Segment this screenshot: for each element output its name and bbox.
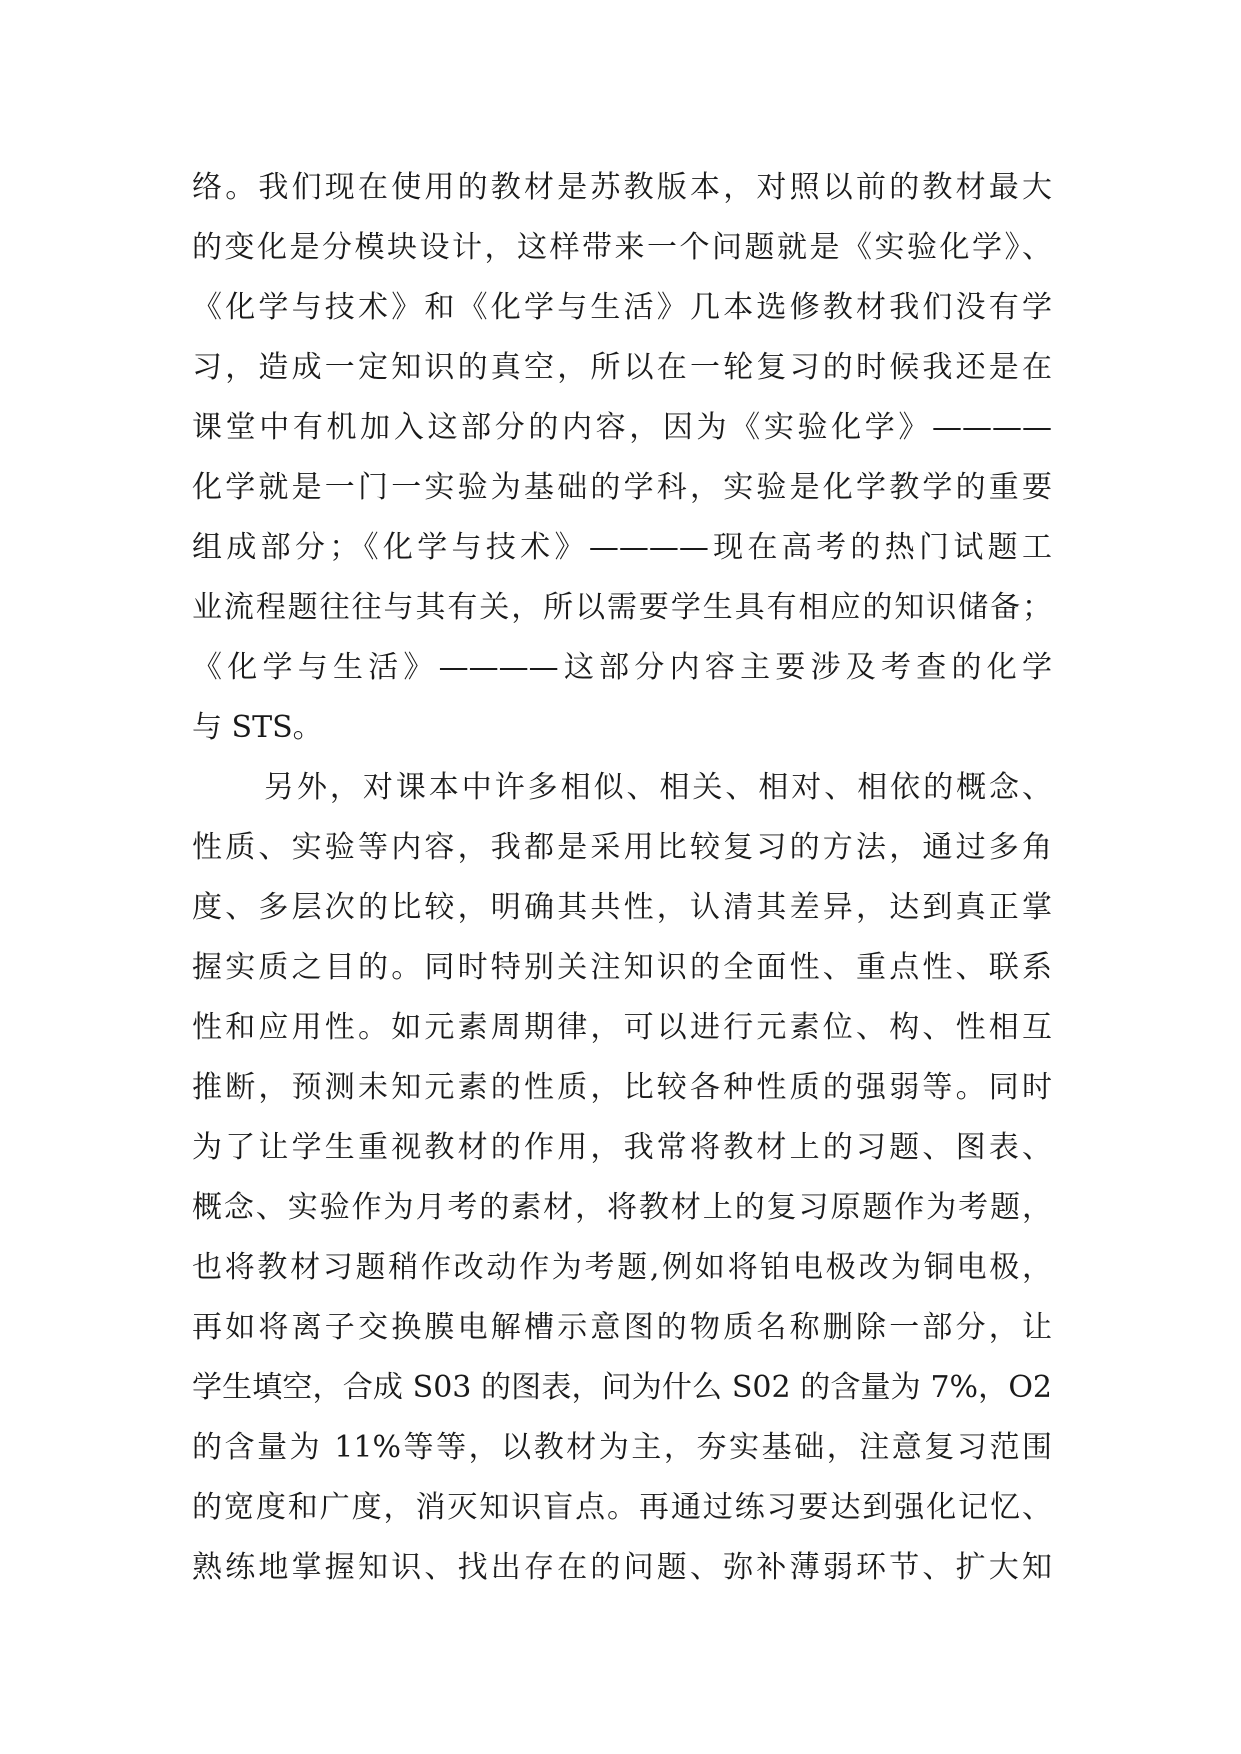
text-line-20: 再如将离子交换膜电解槽示意图的物质名称删除一部分，让 [192, 1310, 1052, 1345]
text-line-2: 的变化是分模块设计，这样带来一个问题就是《实验化学》、 [192, 230, 1052, 265]
text-line-10: 与 STS。 [192, 710, 323, 745]
text-line-1: 络。我们现在使用的教材是苏教版本，对照以前的教材最大 [192, 170, 1052, 205]
text-line-8: 业流程题往往与其有关，所以需要学生具有相应的知识储备； [192, 590, 1052, 625]
text-line-24: 熟练地掌握知识、找出存在的问题、弥补薄弱环节、扩大知 [192, 1550, 1052, 1585]
text-line-23: 的宽度和广度，消灭知识盲点。再通过练习要达到强化记忆、 [192, 1490, 1052, 1525]
text-line-17: 为了让学生重视教材的作用，我常将教材上的习题、图表、 [192, 1130, 1052, 1165]
text-line-19: 也将教材习题稍作改动作为考题,例如将铂电极改为铜电极， [192, 1250, 1052, 1285]
text-line-16: 推断，预测未知元素的性质，比较各种性质的强弱等。同时 [192, 1070, 1052, 1105]
text-line-6: 化学就是一门一实验为基础的学科，实验是化学教学的重要 [192, 470, 1052, 505]
text-line-4: 习，造成一定知识的真空，所以在一轮复习的时候我还是在 [192, 350, 1052, 385]
text-line-14: 握实质之目的。同时特别关注知识的全面性、重点性、联系 [192, 950, 1052, 985]
text-line-12: 性质、实验等内容，我都是采用比较复习的方法，通过多角 [192, 830, 1052, 865]
text-line-21: 学生填空，合成 S03 的图表，问为什么 S02 的含量为 7%，O2 [192, 1370, 1052, 1405]
paragraph-start-line: 另外，对课本中许多相似、相关、相对、相依的概念、 [264, 770, 1052, 805]
text-line-15: 性和应用性。如元素周期律，可以进行元素位、构、性相互 [192, 1010, 1052, 1045]
text-line-7: 组成部分；《化学与技术》————现在高考的热门试题工 [192, 530, 1052, 565]
text-line-18: 概念、实验作为月考的素材，将教材上的复习原题作为考题， [192, 1190, 1052, 1225]
text-line-22: 的含量为 11%等等，以教材为主，夯实基础，注意复习范围 [192, 1430, 1052, 1465]
text-line-9: 《化学与生活》————这部分内容主要涉及考查的化学 [192, 650, 1052, 685]
text-line-3: 《化学与技术》和《化学与生活》几本选修教材我们没有学 [192, 290, 1052, 325]
text-line-13: 度、多层次的比较，明确其共性，认清其差异，达到真正掌 [192, 890, 1052, 925]
text-line-5: 课堂中有机加入这部分的内容，因为《实验化学》———— [192, 410, 1052, 445]
